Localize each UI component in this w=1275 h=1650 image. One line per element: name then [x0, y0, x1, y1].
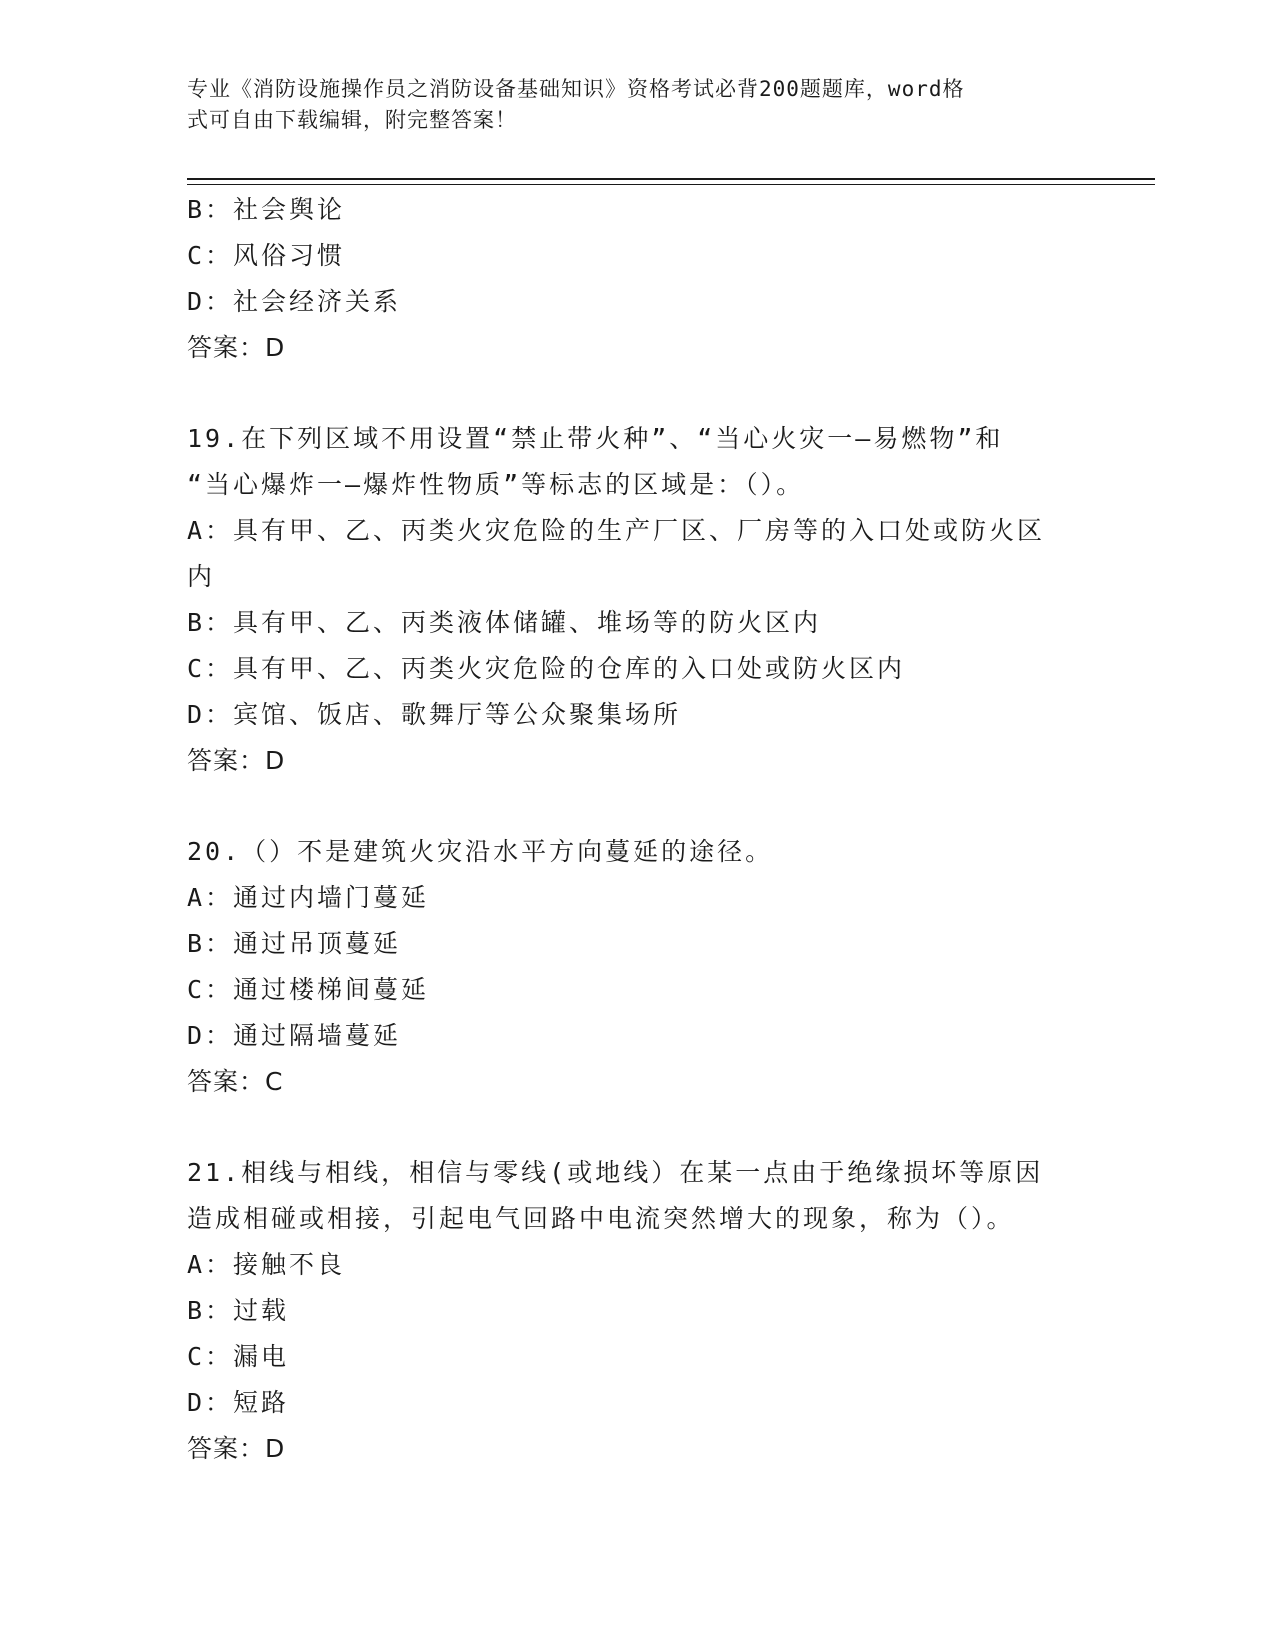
option-line: B：具有甲、乙、丙类液体储罐、堆场等的防火区内	[187, 608, 822, 637]
answer-line: 答案：C	[187, 1067, 284, 1096]
header-divider-thin	[187, 184, 1155, 185]
document-body	[187, 187, 1087, 1472]
option-line: B：社会舆论	[187, 195, 346, 224]
question-stem: 20.（）不是建筑火灾沿水平方向蔓延的途径。	[187, 837, 774, 866]
option-line: C：具有甲、乙、丙类火灾危险的仓库的入口处或防火区内	[187, 654, 906, 683]
option-line: B：过载	[187, 1296, 290, 1325]
header-line-2: 式可自由下载编辑，附完整答案！	[187, 108, 517, 132]
option-line: D：短路	[187, 1388, 290, 1417]
question-stem: 19.在下列区域不用设置“禁止带火种”、“当心火灾一—易燃物”和	[187, 424, 1004, 453]
question-stem: 21.相线与相线，相信与零线(或地线）在某一点由于绝缘损坏等原因	[187, 1158, 1044, 1187]
option-line: C：漏电	[187, 1342, 290, 1371]
header-line-1: 专业《消防设施操作员之消防设备基础知识》资格考试必背200题题库，word格	[187, 77, 965, 101]
answer-line: 答案：D	[187, 333, 286, 362]
option-line: C：通过楼梯间蔓延	[187, 975, 430, 1004]
option-line: C：风俗习惯	[187, 241, 346, 270]
document-header	[187, 74, 1067, 136]
option-line: A：接触不良	[187, 1250, 346, 1279]
option-line: A：具有甲、乙、丙类火灾危险的生产厂区、厂房等的入口处或防火区	[187, 516, 1046, 545]
answer-line: 答案：D	[187, 1434, 286, 1463]
question-19	[187, 416, 1087, 784]
option-line: A：通过内墙门蔓延	[187, 883, 430, 912]
question-stem: 造成相碰或相接，引起电气回路中电流突然增大的现象，称为（）。	[187, 1204, 1015, 1233]
option-line: D：宾馆、饭店、歌舞厅等公众聚集场所	[187, 700, 682, 729]
option-line: D：通过隔墙蔓延	[187, 1021, 402, 1050]
option-line: 内	[187, 562, 216, 591]
option-line: B：通过吊顶蔓延	[187, 929, 402, 958]
option-line: D：社会经济关系	[187, 287, 402, 316]
answer-line: 答案：D	[187, 746, 286, 775]
question-21	[187, 1150, 1087, 1472]
question-18-continuation	[187, 187, 1087, 371]
question-20	[187, 829, 1087, 1105]
header-divider-thick	[187, 178, 1155, 180]
question-stem: “当心爆炸一—爆炸性物质”等标志的区域是：（）。	[187, 470, 805, 499]
